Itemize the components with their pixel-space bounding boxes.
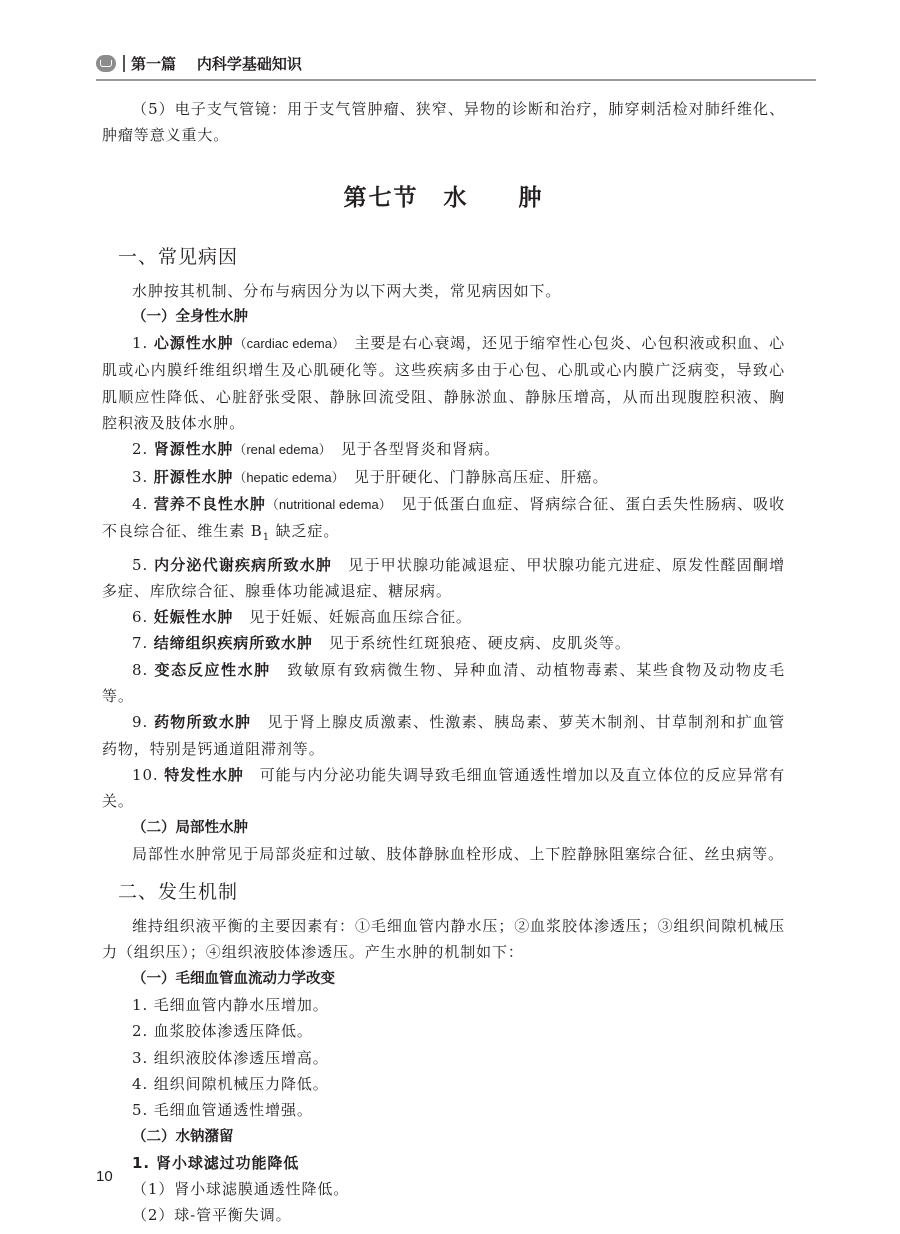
cause-item: 6. 妊娠性水肿 见于妊娠、妊娠高血压综合征。 bbox=[132, 608, 472, 627]
cause-text: 见于各型肾炎和肾病。 bbox=[325, 440, 500, 459]
cause-term: 变态反应性水肿 bbox=[154, 660, 271, 679]
cause-item: 8. 变态反应性水肿 致敏原有致病微生物、异种血清、动植物毒素、某些食物及动物皮毛等。 bbox=[102, 660, 786, 706]
book-icon bbox=[96, 55, 116, 72]
causes-intro: 水肿按其机制、分布与病因分为以下两大类，常见病因如下。 bbox=[132, 281, 562, 300]
mechanism-item: 4. 组织间隙机械压力降低。 bbox=[132, 1074, 329, 1093]
mechanism-intro: 维持组织液平衡的主要因素有：①毛细血管内静水压；②血浆胶体渗透压；③组织间隙机械压力（组织压）；④组织液胶体渗透压。产生水肿的机制如下： bbox=[102, 917, 785, 962]
page-number: 10 bbox=[96, 1168, 113, 1185]
cause-text: 主要是右心衰竭，还见于缩窄性心包炎、心包积液或积血、心肌或心内膜纤维组织增生及心肌硬化等。这些疾病多由于心包、心肌或心内膜广泛病变，导致心肌顺应性降低、心脏舒张受限、静脉回流受阻、静脉淤血、静脉压增高，从而出现腹腔积液、胸腔积液及肢体水肿。 bbox=[102, 334, 785, 433]
header-rule bbox=[96, 79, 816, 81]
header-part: 第一篇 bbox=[131, 54, 177, 73]
cause-item: 2. 肾源性水肿（renal edema） 见于各型肾炎和肾病。 bbox=[132, 440, 500, 459]
cause-text: 见于系统性红斑狼疮、硬皮病、皮肌炎等。 bbox=[312, 634, 631, 653]
cause-text: 见于肾上腺皮质激素、性激素、胰岛素、萝芙木制剂、甘草制剂和扩血管药物，特别是钙通道阻滞剂等。 bbox=[102, 713, 785, 758]
gfr-heading: 1. 肾小球滤过功能降低 bbox=[132, 1153, 300, 1172]
cause-term: 妊娠性水肿 bbox=[153, 608, 234, 627]
cause-item: 5. 内分泌代谢疾病所致水肿 见于甲状腺功能减退症、甲状腺功能亢进症、原发性醛固酮增多症、库欣综合征、腺垂体功能减退症、糖尿病。 bbox=[102, 555, 785, 600]
running-header bbox=[96, 48, 816, 78]
cause-text: 见于妊娠、妊娠高血压综合征。 bbox=[233, 608, 472, 627]
gfr-item: （1）肾小球滤膜通透性降低。 bbox=[132, 1180, 350, 1199]
cause-term: 肾源性水肿 bbox=[153, 440, 234, 459]
local-edema-text: 局部性水肿常见于局部炎症和过敏、肢体静脉血栓形成、上下腔静脉阻塞综合征、丝虫病等。 bbox=[132, 844, 784, 863]
mechanism-item: 3. 组织液胶体渗透压增高。 bbox=[132, 1048, 329, 1067]
cause-item: 7. 结缔组织疾病所致水肿 见于系统性红斑狼疮、硬皮病、皮肌炎等。 bbox=[132, 634, 631, 653]
heading-mechanism: 二、发生机制 bbox=[118, 881, 239, 904]
subheading-local-edema: （二）局部性水肿 bbox=[132, 819, 248, 836]
page-content bbox=[102, 96, 785, 1229]
cause-item: 9. 药物所致水肿 见于肾上腺皮质激素、性激素、胰岛素、萝芙木制剂、甘草制剂和扩血管药物，特别是钙通道阻滞剂等。 bbox=[102, 713, 785, 758]
heading-causes: 一、常见病因 bbox=[118, 245, 239, 268]
cause-text: 致敏原有致病微生物、异种血清、动植物毒素、某些食物及动物皮毛等。 bbox=[102, 660, 786, 706]
cause-text: 见于低蛋白血症、肾病综合征、蛋白丢失性肠病、吸收不良综合征、维生素 B bbox=[102, 494, 785, 541]
cause-term: 特发性水肿 bbox=[164, 765, 244, 784]
cause-term: 营养不良性水肿 bbox=[153, 494, 266, 513]
section-title: 第七节 水 肿 bbox=[343, 183, 544, 211]
cause-term-en: （cardiac edema） bbox=[233, 336, 339, 352]
cause-term: 结缔组织疾病所致水肿 bbox=[153, 634, 313, 653]
cause-term-en: （renal edema） bbox=[233, 442, 326, 458]
header-book-section: 内科学基础知识 bbox=[196, 54, 302, 73]
cause-text: 可能与内分泌功能失调导致毛细血管通透性增加以及直立体位的反应异常有关。 bbox=[102, 765, 785, 811]
vitamin-subscript: 1 bbox=[262, 532, 270, 544]
cause-term: 内分泌代谢疾病所致水肿 bbox=[154, 555, 333, 574]
subheading-sodium-retention: （二）水钠潴留 bbox=[132, 1128, 234, 1145]
cause-term: 心源性水肿 bbox=[153, 334, 234, 353]
cause-term-en: （hepatic edema） bbox=[233, 469, 339, 485]
subheading-systemic-edema: （一）全身性水肿 bbox=[132, 308, 248, 325]
cause-item: 3. 肝源性水肿（hepatic edema） 见于肝硬化、门静脉高压症、肝癌。 bbox=[132, 467, 609, 486]
mechanism-item: 5. 毛细血管通透性增强。 bbox=[132, 1101, 313, 1120]
cause-item: 1. 心源性水肿（cardiac edema） 主要是右心衰竭，还见于缩窄性心包炎、心包积液或积血、心肌或心内膜纤维组织增生及心肌硬化等。这些疾病多由于心包、心肌或心内膜广泛病变，导致心肌顺应性降低、心脏舒张受限、静脉回流受阻、静脉淤血、静脉压增高，从而出现腹腔积液、胸腔积液及肢体水肿。 bbox=[102, 334, 785, 433]
intro-paragraph: （5）电子支气管镜：用于支气管肿瘤、狭窄、异物的诊断和治疗，肺穿刺活检对肺纤维化、肿瘤等意义重大。 bbox=[102, 100, 785, 145]
cause-text: 见于甲状腺功能减退症、甲状腺功能亢进症、原发性醛固酮增多症、库欣综合征、腺垂体功能减退症、糖尿病。 bbox=[102, 555, 785, 600]
cause-term: 药物所致水肿 bbox=[154, 713, 252, 732]
header-divider bbox=[123, 55, 125, 72]
cause-item: 10. 特发性水肿 可能与内分泌功能失调导致毛细血管通透性增加以及直立体位的反应异常有关。 bbox=[102, 765, 785, 811]
cause-item: 4. 营养不良性水肿（nutritional edema） 见于低蛋白血症、肾病综合征、蛋白丢失性肠病、吸收不良综合征、维生素 $B_1$ 缺乏症。 bbox=[102, 494, 785, 544]
subheading-hemodynamics: （一）毛细血管血流动力学改变 bbox=[132, 970, 335, 987]
cause-term-en: （nutritional edema） bbox=[265, 496, 386, 512]
cause-text: 见于肝硬化、门静脉高压症、肝癌。 bbox=[338, 467, 609, 486]
mechanism-item: 1. 毛细血管内静水压增加。 bbox=[132, 996, 329, 1015]
mechanism-item: 2. 血浆胶体渗透压降低。 bbox=[132, 1022, 313, 1041]
gfr-item: （2）球-管平衡失调。 bbox=[132, 1206, 292, 1225]
cause-term: 肝源性水肿 bbox=[153, 467, 234, 486]
